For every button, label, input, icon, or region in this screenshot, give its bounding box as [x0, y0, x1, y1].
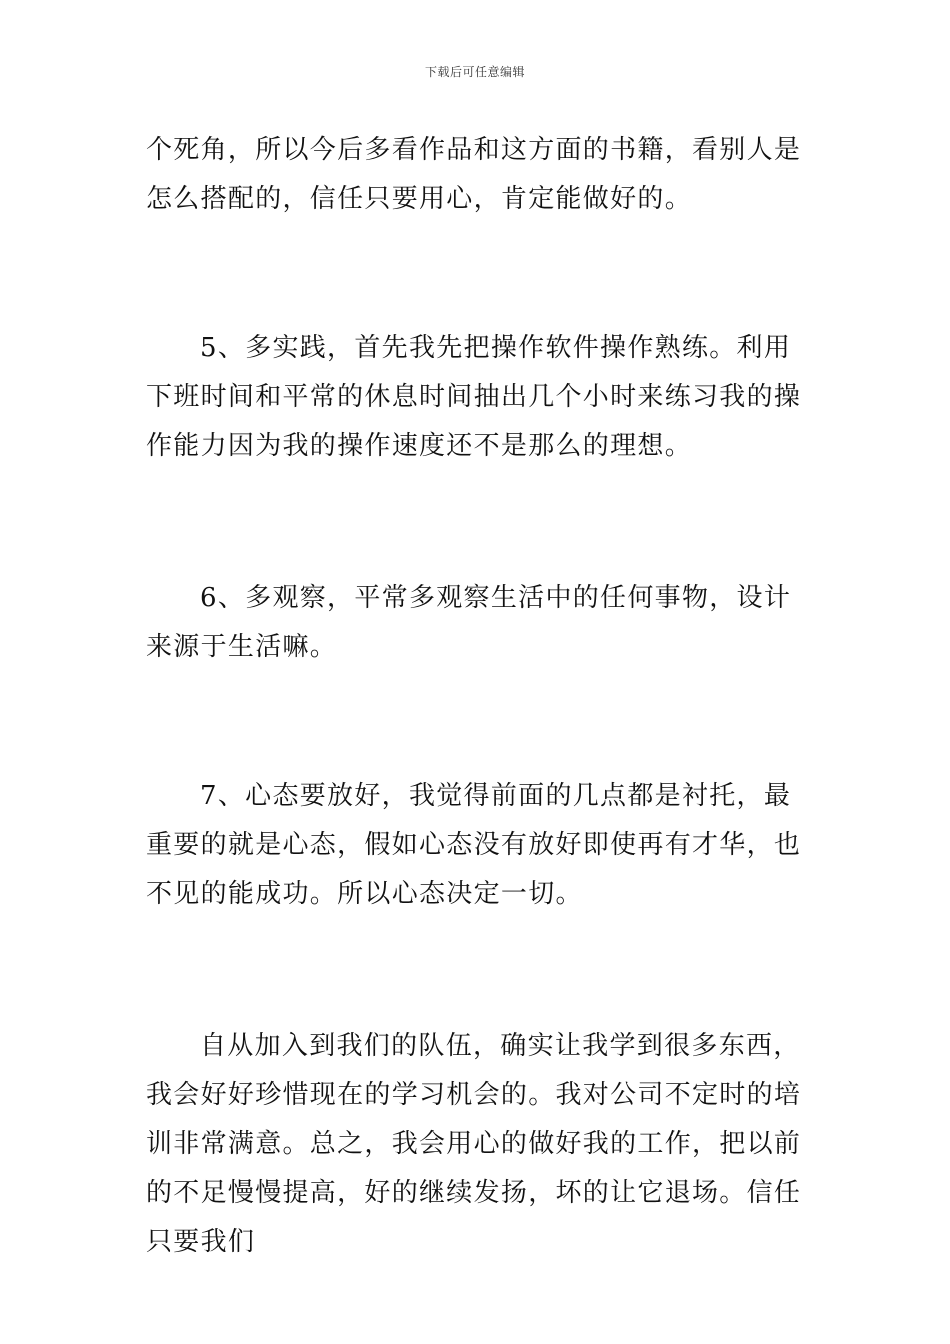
paragraph-item-7: 7、心态要放好，我觉得前面的几点都是衬托，最重要的就是心态，假如心态没有放好即使再有才华，也不见的能成功。所以心态决定一切。: [146, 781, 802, 909]
paragraph-item-5: 5、多实践，首先我先把操作软件操作熟练。利用下班时间和平常的休息时间抽出几个小时来练习我的操作能力因为我的操作速度还不是那么的理想。: [146, 333, 802, 461]
paragraph-summary: 自从加入到我们的队伍，确实让我学到很多东西，我会好好珍惜现在的学习机会的。我对公司不定时的培训非常满意。总之，我会用心的做好我的工作，把以前的不足慢慢提高，好的继续发扬，坏的让它退场。信任只要我们: [146, 1031, 802, 1257]
paragraph-continuation: 个死角，所以今后多看作品和这方面的书籍，看别人是怎么搭配的，信任只要用心，肯定能做好的。: [146, 135, 802, 214]
paragraph-item-6: 6、多观察，平常多观察生活中的任何事物，设计来源于生活嘛。: [146, 583, 792, 662]
page-header: 下载后可任意编辑: [424, 65, 525, 79]
